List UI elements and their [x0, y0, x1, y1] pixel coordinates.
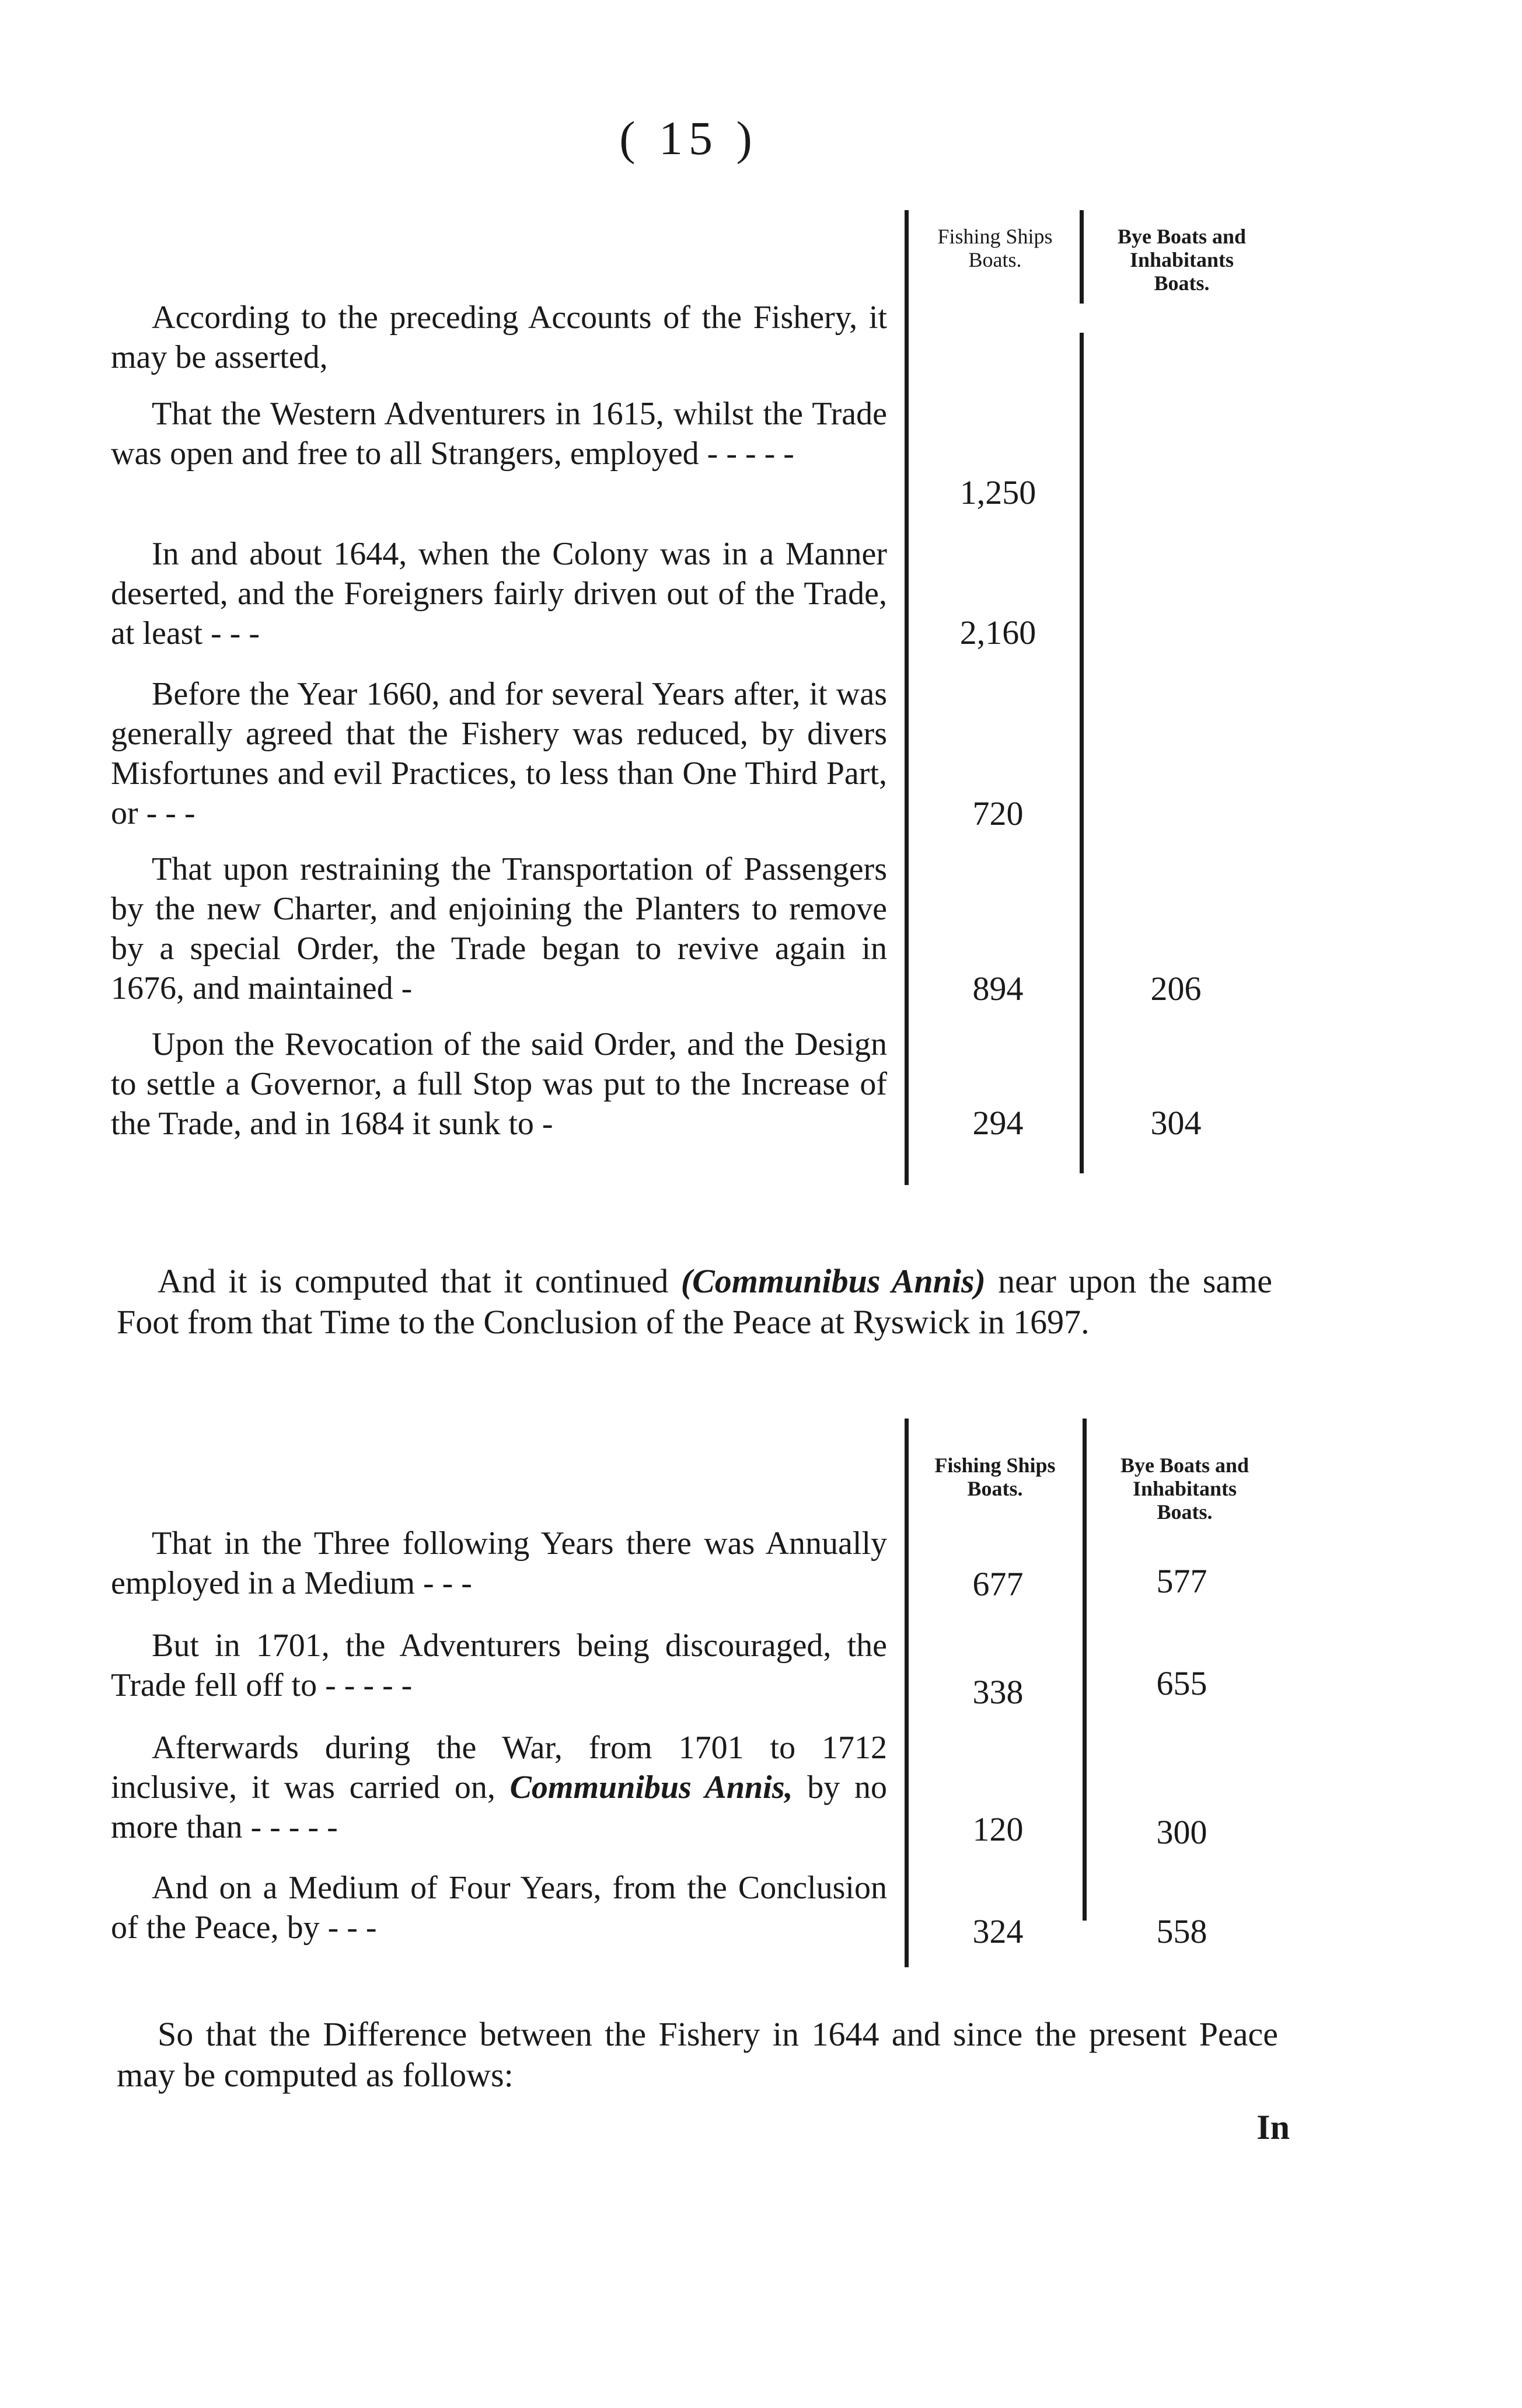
- fishing-ships-value: 677: [972, 1565, 1024, 1603]
- fishing-ships-value: 294: [972, 1104, 1024, 1142]
- page-number: ( 15 ): [619, 111, 758, 165]
- middle-paragraph: And it is computed that it continued (Communibus Annis) near upon the same Foot from that Time to the Conclusion of the Peace at Ryswick in 1697.: [117, 1262, 1273, 1341]
- fishing-ships-value: 2,160: [959, 614, 1036, 651]
- fishery-table-1: Fishing Ships Boats. Bye Boats and Inhabitants Boats. According to the preceding Accounts of the Fishery, it may be asserted, That the Western Adventurers in 1615, whilst the Trade was open and free to all Strangers, employed - - - - - 1,250 In and about 1644, when the Colony was in a Manner deserted, and the Foreigners fairly driven out of the Trade, at least - - - 2,160 Before the Year 1660, and for several Years after, it was generally agreed that the Fishery was reduced, by divers Misfortunes and evil Practices, to less than One Third Part, or - - - 720 That upon restraining the Transportation of Passengers by the new Charter, and enjoining the Planters to remove by a special Order, the Trade began to revive again in 1676, and maintained - 894 206 Upon the Revocation of the said Order, and the Design to settle a Governor, a full Stop was put to the Increase of the Trade, and in 1684 it sunk to - 294 304: [111, 210, 1284, 1185]
- bye-boats-value: 558: [1156, 1912, 1207, 1950]
- final-paragraph: So that the Difference between the Fishery in 1644 and since the present Peace may be computed as follows:: [117, 2015, 1278, 2094]
- fishing-ships-value: 894: [972, 970, 1024, 1008]
- fishery-table-2: Fishing Ships Boats. Bye Boats and Inhabitants Boats. That in the Three following Years there was Annually employed in a Medium - - - 677 577 But in 1701, the Adventurers being discouraged, the Trade fell off to - - - - - 338 655 Afterwards during the War, from 1701 to 1712 inclusive, it was carried on, Communibus Annis, by no more than - - - - - 120 300 And on a Medium of Four Years, from the Conclusion of the Peace, by - - - 324 558: [111, 1419, 1290, 1967]
- column-header-bye-boats: Bye Boats and Inhabitants Boats.: [1120, 1454, 1249, 1524]
- fishing-ships-value: 720: [972, 794, 1024, 832]
- fishing-ships-value: 1,250: [959, 473, 1036, 511]
- column-rule: [1080, 333, 1084, 1173]
- column-header-bye-boats: Bye Boats and Inhabitants Boats.: [1117, 225, 1247, 295]
- fishing-ships-value: 324: [972, 1912, 1024, 1950]
- catchword: In: [1256, 2108, 1290, 2146]
- column-header-fishing-ships: Fishing Ships Boats.: [937, 225, 1053, 271]
- fishing-ships-value: 120: [972, 1810, 1024, 1848]
- italic-phrase: (Communibus Annis): [680, 1262, 986, 1300]
- column-rule: [905, 210, 909, 1185]
- bye-boats-value: 577: [1156, 1562, 1207, 1600]
- italic-phrase: Communibus Annis,: [509, 1769, 793, 1806]
- bye-boats-value: 206: [1150, 970, 1202, 1008]
- bye-boats-value: 300: [1156, 1813, 1207, 1851]
- bye-boats-value: 655: [1156, 1664, 1207, 1702]
- column-rule: [1083, 1419, 1087, 1921]
- column-rule: [1080, 210, 1084, 304]
- bye-boats-value: 304: [1150, 1104, 1202, 1142]
- column-header-fishing-ships: Fishing Ships Boats.: [934, 1454, 1056, 1500]
- column-rule: [905, 1419, 909, 1967]
- fishing-ships-value: 338: [972, 1673, 1024, 1711]
- table-intro: According to the preceding Accounts of the Fishery, it may be asserted,: [111, 299, 887, 375]
